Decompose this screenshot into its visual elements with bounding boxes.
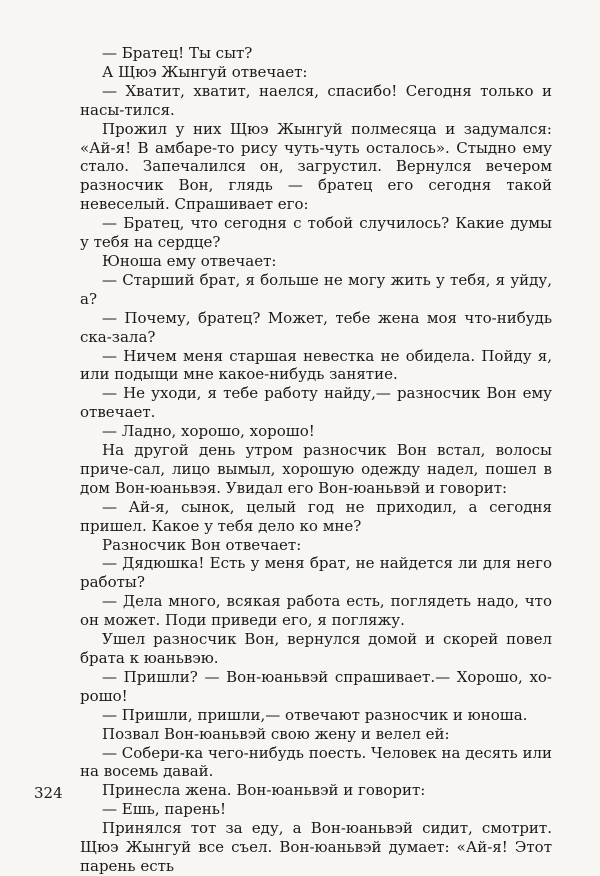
body-text: [80, 44, 552, 876]
paragraph: — Собери-ка чего-нибудь поесть. Человек на десять или на восемь давай.: [80, 743, 552, 781]
paragraph: — Ладно, хорошо, хорошо!: [102, 422, 315, 441]
page-number: 324: [34, 784, 63, 802]
paragraph: — Ай-я, сынок, целый год не приходил, а сегодня пришел. Какое у тебя дело ко мне?: [80, 497, 552, 535]
paragraph: — Дядюшка! Есть у меня брат, не найдется ли для него работы?: [80, 554, 552, 592]
paragraph: Юноша ему отвечает:: [102, 251, 277, 270]
paragraph: Принесла жена. Вон-юаньвэй и говорит:: [102, 781, 426, 800]
paragraph: Принялся тот за еду, а Вон-юаньвэй сидит, смотрит. Щюэ Жынгуй все съел. Вон-юаньвэй думает: «Ай-я! Этот парень есть: [80, 819, 552, 875]
paragraph: Позвал Вон-юаньвэй свою жену и велел ей:: [102, 724, 450, 743]
paragraph: — Пришли, пришли,— отвечают разносчик и юноша.: [102, 705, 528, 724]
paragraph: — Почему, братец? Может, тебе жена моя что-нибудь ска-зала?: [80, 308, 552, 346]
paragraph: — Пришли? — Вон-юаньвэй спрашивает.— Хорошо, хо-рошо!: [80, 667, 552, 705]
paragraph: — Хватит, хватит, наелся, спасибо! Сегодня только и насы-тился.: [80, 81, 552, 119]
paragraph: — Братец! Ты сыт?: [102, 44, 253, 62]
paragraph: — Ничем меня старшая невестка не обидела. Пойду я, или подыщи мне какое-нибудь занятие.: [80, 346, 552, 384]
paragraph: На другой день утром разносчик Вон встал, волосы приче-сал, лицо вымыл, хорошую одежду надел, пошел в дом Вон-юаньвэя. Увидал его Вон-юаньвэй и говорит:: [80, 441, 552, 497]
paragraph: — Братец, что сегодня с тобой случилось? Какие думы у тебя на сердце?: [80, 214, 552, 252]
paragraph: А Щюэ Жынгуй отвечает:: [102, 62, 308, 81]
paragraph: — Дела много, всякая работа есть, поглядеть надо, что он может. Поди приведи его, я погляжу.: [80, 592, 552, 630]
paragraph: — Не уходи, я тебе работу найду,— разносчик Вон ему отвечает.: [80, 384, 552, 422]
paragraph: Ушел разносчик Вон, вернулся домой и скорей повел брата к юаньвэю.: [80, 630, 552, 667]
paragraph: — Ешь, парень!: [102, 800, 226, 819]
paragraph: Разносчик Вон отвечает:: [102, 535, 302, 554]
paragraph: — Старший брат, я больше не могу жить у тебя, я уйду, а?: [80, 270, 552, 308]
paragraph: Прожил у них Щюэ Жынгуй полмесяца и задумался: «Ай-я! В амбаре-то рису чуть-чуть осталось». Стыдно ему стало. Запечалился он, загрустил. Вернулся вечером разносчик Вон, глядь — братец его сегодня такой невеселый. Спрашивает его:: [80, 119, 552, 214]
